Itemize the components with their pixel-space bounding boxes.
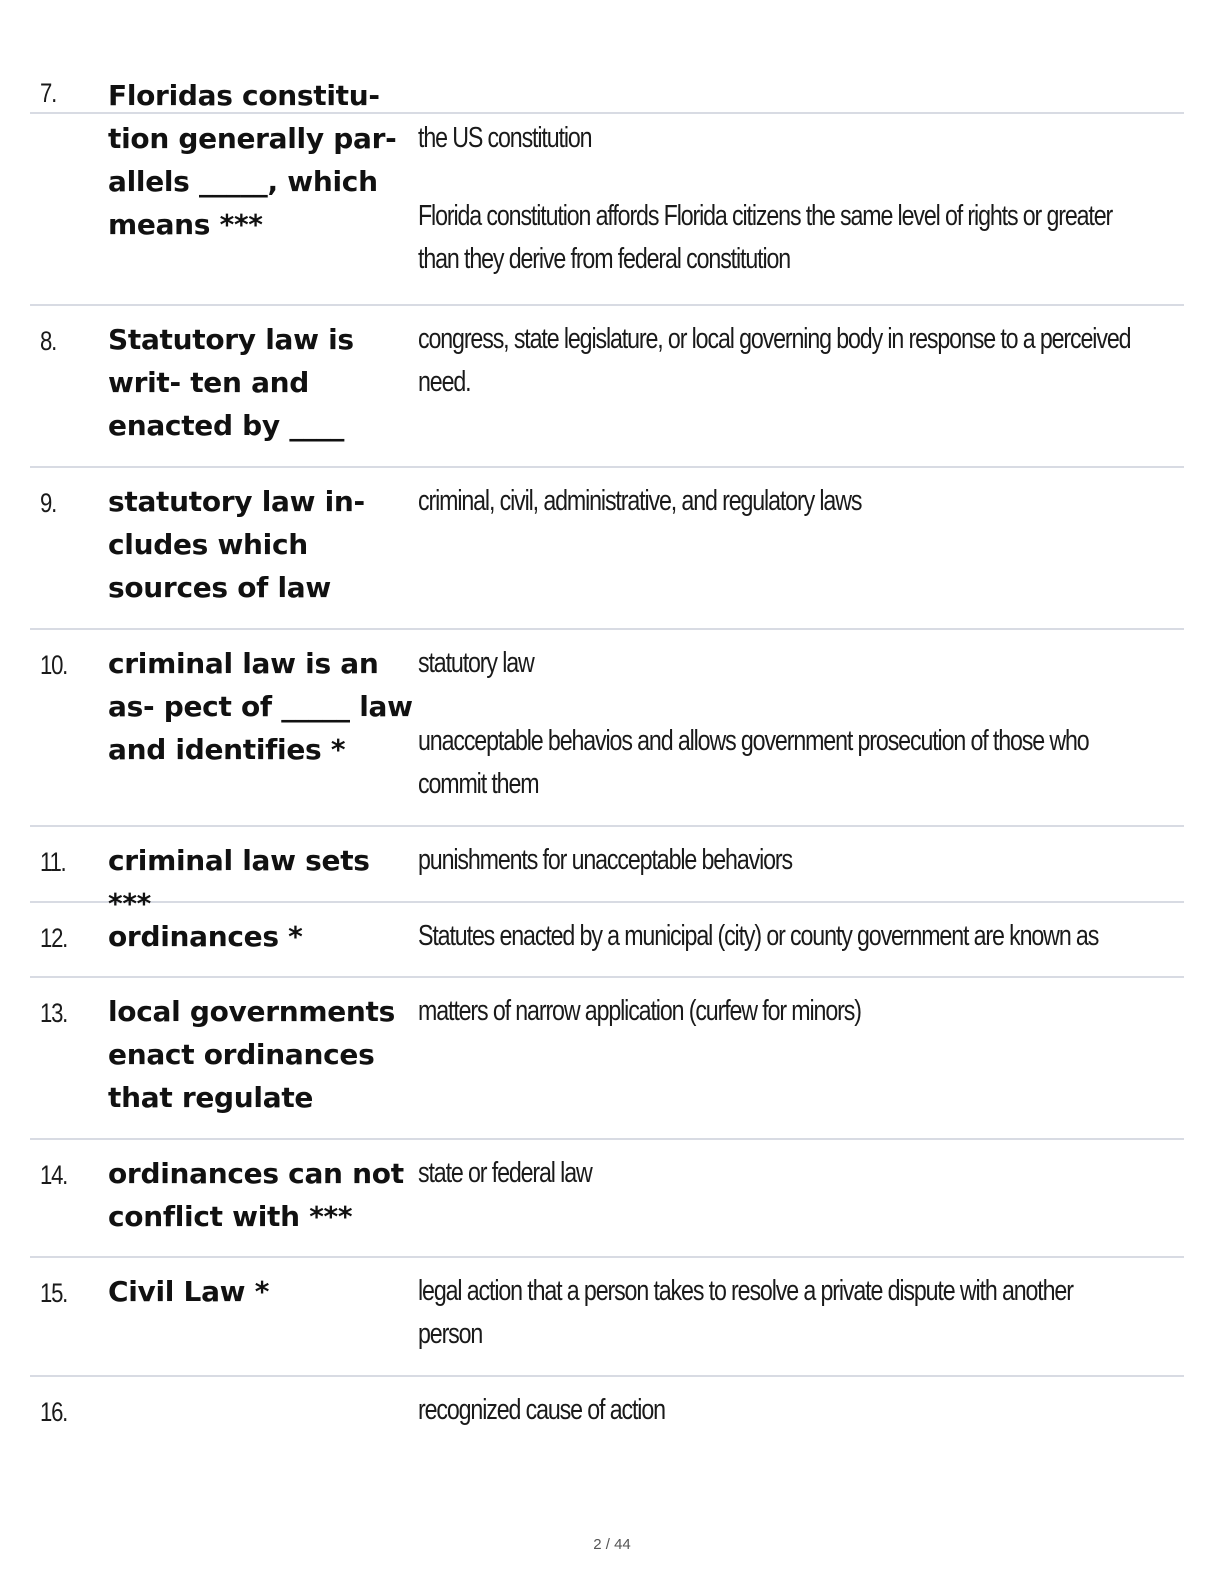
card-number: 7.: [40, 78, 57, 108]
card-definition: [418, 480, 861, 523]
card-term: criminal law sets ***: [108, 844, 370, 920]
definition-line: Statutes enacted by a municipal (city) or county government are known as: [418, 920, 1099, 952]
card-term: statutory law in- cludes which sources of law: [108, 485, 365, 604]
card-definition: [418, 117, 1112, 281]
definition-line: punishments for unacceptable behaviors: [418, 844, 793, 876]
definition-line: legal action that a person takes to resolve a private dispute with another: [418, 1275, 1073, 1307]
card-row-7: [30, 78, 1184, 306]
card-definition: [418, 990, 861, 1033]
card-definition: [418, 1270, 1073, 1356]
definition-line: unacceptable behavios and allows government prosecution of those who: [418, 725, 1089, 757]
card-definition: [418, 915, 1098, 958]
card-definition: [418, 318, 1130, 404]
card-row-13: [30, 978, 1184, 1140]
card-definition: [418, 642, 1089, 806]
card-row-14: [30, 1140, 1184, 1258]
definition-line: [418, 160, 1112, 195]
flashcard-list: [30, 72, 1184, 1457]
card-term: Civil Law *: [108, 1275, 270, 1308]
card-row-10: [30, 630, 1184, 827]
card-term: ordinances *: [108, 920, 303, 953]
card-number: 12.: [40, 923, 68, 953]
card-term: Floridas constitu- tion generally par- allels _____, which means ***: [108, 79, 397, 241]
page-indicator: 2 / 44: [593, 1536, 631, 1553]
card-row-16: [30, 1377, 1184, 1457]
card-definition: [418, 839, 792, 882]
definition-line: congress, state legislature, or local governing body in response to a perceived: [418, 323, 1131, 355]
definition-line: person: [418, 1318, 483, 1350]
card-row-11: [30, 827, 1184, 920]
card-number: 8.: [40, 326, 57, 356]
definition-line: commit them: [418, 768, 539, 800]
card-number: 11.: [40, 847, 66, 877]
card-definition: [418, 1389, 665, 1432]
card-number: 14.: [40, 1160, 68, 1190]
card-row-8: [30, 306, 1184, 468]
card-term: Statutory law is writ- ten and enacted by ____: [108, 323, 354, 442]
definition-line: than they derive from federal constitution: [418, 243, 791, 275]
card-number: 10.: [40, 650, 68, 680]
card-number: 9.: [40, 488, 57, 518]
definition-line: recognized cause of action: [418, 1394, 665, 1426]
card-definition: [418, 1152, 592, 1195]
card-row-15: [30, 1258, 1184, 1377]
definition-line: statutory law: [418, 647, 534, 679]
card-number: 13.: [40, 998, 68, 1028]
definition-line: need.: [418, 366, 471, 398]
definition-line: Florida constitution affords Florida citizens the same level of rights or greater: [418, 200, 1113, 232]
card-term: local governments enact ordinances that regulate: [108, 995, 395, 1114]
definition-line: the US constitution: [418, 122, 592, 154]
definition-line: state or federal law: [418, 1157, 592, 1189]
card-row-9: [30, 468, 1184, 630]
card-number: 15.: [40, 1278, 68, 1308]
definition-line: criminal, civil, administrative, and regulatory laws: [418, 485, 862, 517]
definition-line: matters of narrow application (curfew for minors): [418, 995, 861, 1027]
card-term: criminal law is an as- pect of _____ law and identifies *: [108, 647, 413, 766]
card-number: 16.: [40, 1397, 68, 1427]
definition-line: [418, 685, 1089, 720]
card-row-12: [30, 903, 1184, 978]
card-term: ordinances can not conflict with ***: [108, 1157, 404, 1233]
